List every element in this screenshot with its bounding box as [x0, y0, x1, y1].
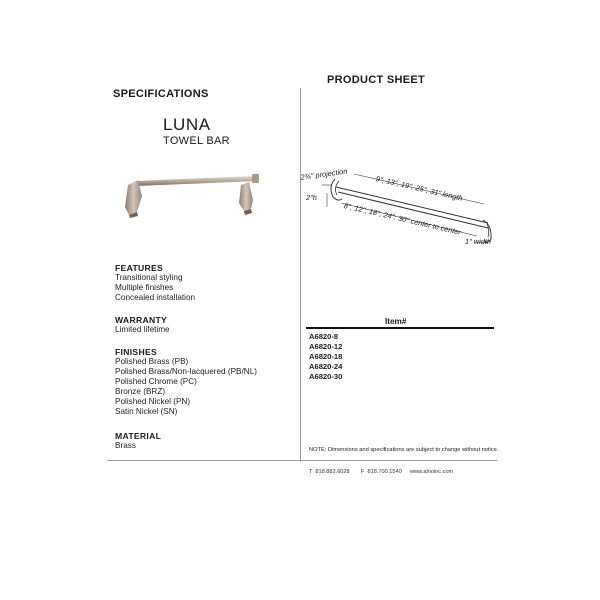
finish-item: Bronze (BRZ)	[115, 387, 166, 396]
feature-item: Transitional styling	[115, 273, 183, 282]
item-number: A6820-30	[309, 372, 343, 381]
projection-dimension: 2¾" projection	[300, 166, 348, 182]
feature-item: Multiple finishes	[115, 283, 174, 292]
towel-bar-product-image	[118, 170, 268, 232]
warranty-heading: WARRANTY	[115, 315, 168, 325]
length-dimension: 9", 13", 19", 25", 31" length	[374, 174, 464, 203]
footer-fax: F 818.700.1540	[361, 469, 402, 475]
product-name: LUNA	[163, 115, 211, 134]
specifications-heading: SPECIFICATIONS	[113, 88, 209, 100]
horizontal-divider	[107, 460, 497, 461]
warranty-section	[115, 315, 170, 335]
finishes-heading: FINISHES	[115, 347, 158, 357]
features-heading: FEATURES	[115, 263, 164, 273]
vertical-divider	[300, 88, 301, 462]
disclaimer-note: NOTE: Dimensions and specifications are subject to change without notice.	[309, 447, 499, 453]
feature-item: Concealed installation	[115, 293, 196, 302]
center-to-center-dimension: 8", 12", 18", 24", 30" center to center	[342, 201, 462, 237]
footer-phone: T 818.882.6028	[309, 469, 350, 475]
height-dimension: 2"h	[306, 193, 317, 202]
warranty-text: Limited lifetime	[115, 325, 170, 334]
item-number: A6820-18	[309, 352, 343, 361]
finish-item: Polished Brass (PB)	[115, 357, 189, 366]
finish-item: Satin Nickel (SN)	[115, 407, 178, 416]
product-type: TOWEL BAR	[163, 135, 230, 147]
finishes-section	[115, 347, 257, 417]
material-text: Brass	[115, 441, 136, 450]
item-number: A6820-12	[309, 342, 343, 351]
finish-item: Polished Brass/Non-lacquered (PB/NL)	[115, 367, 257, 376]
finish-item: Polished Nickel (PN)	[115, 397, 191, 406]
items-rule	[306, 327, 494, 329]
item-number: A6820-8	[309, 332, 339, 341]
items-heading: Item#	[385, 317, 407, 326]
material-heading: MATERIAL	[115, 431, 162, 441]
features-section	[115, 263, 195, 303]
width-dimension: 1" width	[465, 237, 492, 246]
items-list	[309, 332, 342, 382]
product-sheet-heading: PRODUCT SHEET	[327, 74, 426, 86]
item-number: A6820-24	[309, 362, 343, 371]
material-section	[115, 431, 161, 451]
footer-website: www.alnoinc.com	[410, 469, 454, 475]
finish-item: Polished Chrome (PC)	[115, 377, 197, 386]
